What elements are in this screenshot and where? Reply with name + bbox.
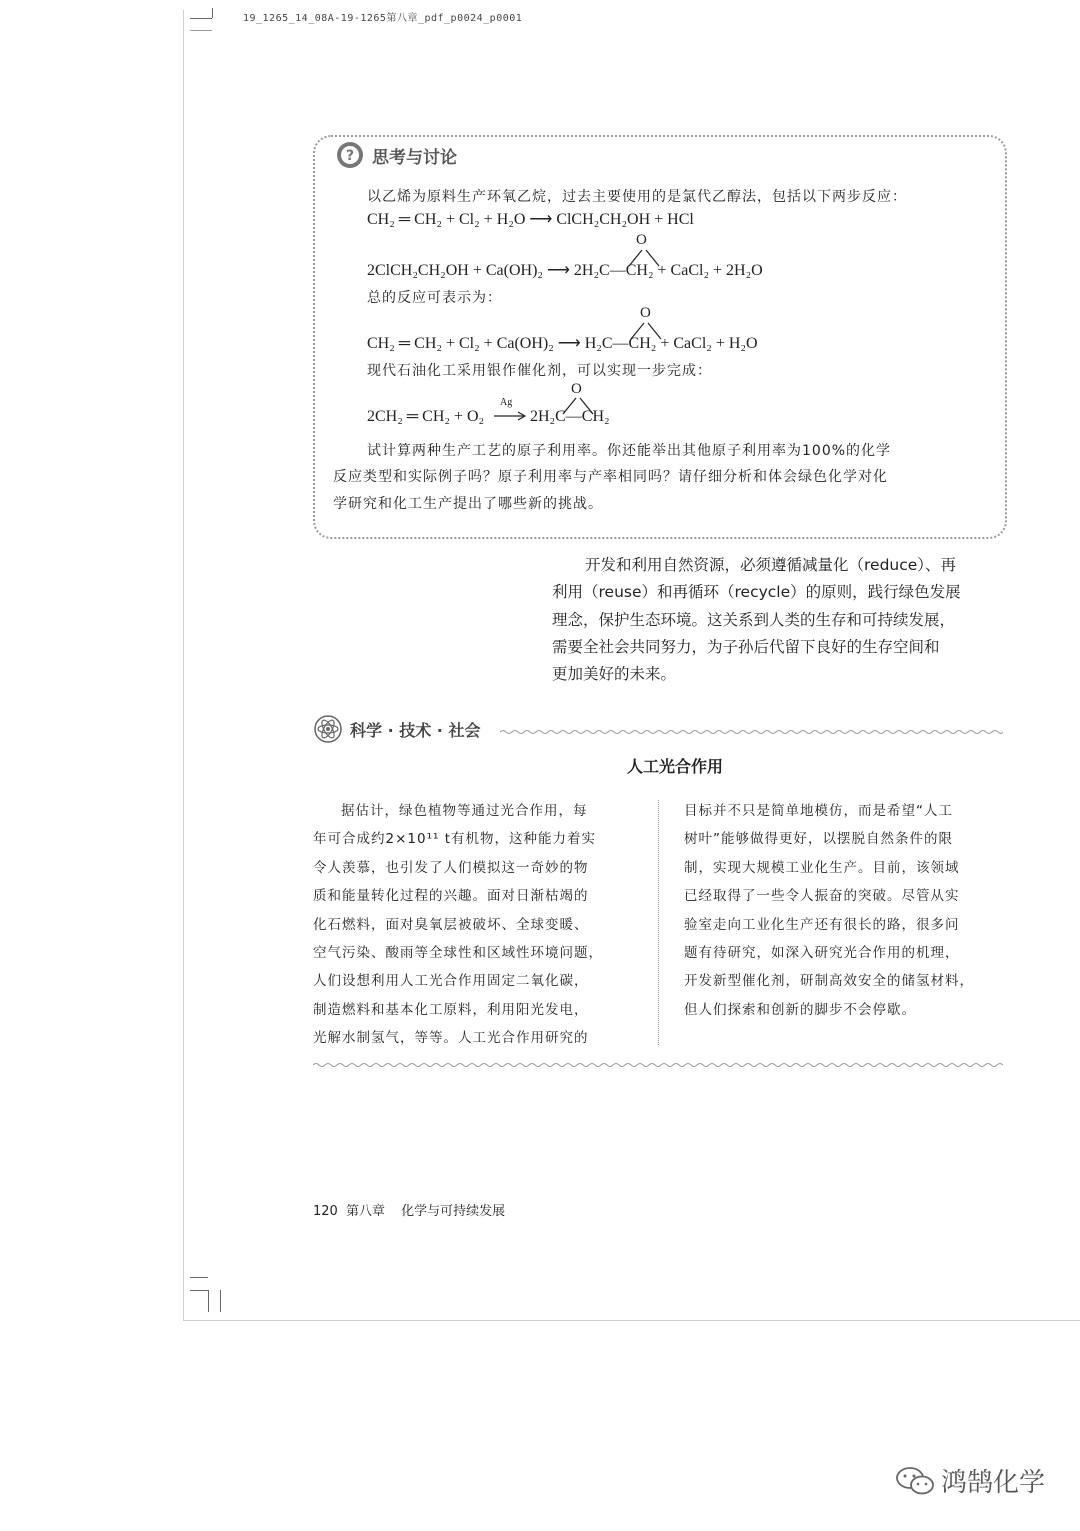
article-right-column (684, 797, 974, 1024)
crop-mark (212, 8, 213, 18)
left-col-line: 化石燃料，面对臭氧层被破坏、全球变暖、 (313, 916, 589, 933)
watermark-text: 鸿鹄化学 (941, 1468, 1046, 1498)
left-col-line: 光解水制氢气，等等。人工光合作用研究的 (313, 1030, 589, 1047)
paragraph-line-4: 需要全社会共同努力，为子孙后代留下良好的生存空间和 (552, 638, 940, 656)
equation-1: CH₂ ═ CH₂ + Cl₂ + H₂O ⟶ ClCH₂CH₂OH + HCl (367, 211, 694, 228)
left-col-line: 年可合成约2×10¹¹ t有机物，这种能力着实 (313, 831, 596, 848)
think-discuss-title: 思考与讨论 (372, 147, 457, 168)
think-intro: 以乙烯为原料生产环氧乙烷，过去主要使用的是氯代乙醇法，包括以下两步反应： (367, 189, 907, 205)
left-col-line: 质和能量转化过程的兴趣。面对日渐枯竭的 (313, 888, 589, 905)
right-col-line: 题有待研究，如深入研究光合作用的机理， (684, 945, 960, 962)
right-col-line: 验室走向工业化生产还有很长的路，很多问 (684, 916, 960, 933)
equation-3: CH₂ ═ CH₂ + Cl₂ + Ca(OH)₂ ⟶ H₂C—CH₂ + CaCl₂ + H₂O (367, 335, 758, 352)
article-left-column (313, 797, 603, 1053)
equation-4-reactants: 2CH₂ ═ CH₂ + O₂ (367, 408, 485, 425)
total-reaction-label: 总的反应可表示为： (367, 290, 502, 306)
wavy-divider-top (500, 729, 1003, 735)
question-line-1: 试计算两种生产工艺的原子利用率。你还能举出其他原子利用率为100%的化学 (367, 443, 892, 459)
reaction-arrow (494, 410, 528, 422)
left-col-line: 人们设想利用人工光合作用固定二氧化碳， (313, 973, 589, 990)
crop-mark (220, 1290, 221, 1312)
chapter-label: 第八章 (345, 1204, 385, 1219)
paragraph-line-2: 利用（reuse）和再循环（recycle）的原则，践行绿色发展 (552, 583, 961, 601)
modern-process-text: 现代石油化工采用银作催化剂，可以实现一步完成： (367, 363, 712, 379)
page-number: 120 (313, 1204, 338, 1219)
epoxide-o-label: O (636, 232, 647, 248)
paragraph-line-1: 开发和利用自然资源，必须遵循减量化（reduce）、再 (585, 556, 957, 574)
atom-icon (314, 715, 342, 743)
column-divider (658, 800, 659, 1045)
page-edge-line (183, 10, 184, 1320)
page-bottom-line (183, 1320, 1080, 1321)
question-line-2: 反应类型和实际例子吗？原子利用率与产率相同吗？请仔细分析和体会绿色化学对化 (333, 469, 888, 485)
science-section-heading (314, 715, 480, 743)
watermark (895, 1462, 1045, 1499)
equation-2: 2ClCH₂CH₂OH + Ca(OH)₂ ⟶ 2H₂C—CH₂ + CaCl₂ + 2H₂O (367, 262, 763, 279)
crop-mark (190, 30, 212, 31)
question-line-3: 学研究和化工生产提出了哪些新的挑战。 (333, 496, 603, 512)
epoxide-o-label: O (571, 381, 582, 397)
right-col-line: 但人们探索和创新的脚步不会停歇。 (684, 1001, 916, 1018)
wavy-divider-bottom (313, 1062, 1003, 1068)
chapter-title: 化学与可持续发展 (401, 1204, 506, 1219)
right-col-line: 制，实现大规模工业化生产。目前，该领域 (684, 859, 960, 876)
equation-4-products: 2H₂C—CH₂ (530, 408, 610, 425)
right-col-line: 树叶”能够做得更好，以摆脱自然条件的限 (684, 831, 953, 848)
right-col-line: 已经取得了一些令人振奋的突破。尽管从实 (684, 888, 960, 905)
crop-mark (190, 1290, 208, 1291)
article-title: 人工光合作用 (626, 757, 723, 776)
catalyst-label: Ag (500, 397, 513, 408)
question-icon (336, 141, 364, 169)
page-footer (313, 1200, 505, 1219)
paragraph-line-5: 更加美好的未来。 (552, 665, 677, 683)
left-col-line: 令人羡慕，也引发了人们模拟这一奇妙的物 (313, 859, 589, 876)
left-col-line: 制造燃料和基本化工原料，利用阳光发电， (313, 1001, 589, 1018)
epoxide-o-label: O (640, 305, 651, 321)
paragraph-line-3: 理念，保护生态环境。这关系到人类的生存和可持续发展， (552, 611, 956, 629)
think-discuss-heading (336, 141, 457, 169)
crop-mark (208, 1290, 209, 1312)
crop-mark (190, 1277, 208, 1278)
right-col-line: 开发新型催化剂，研制高效安全的储氢材料， (684, 973, 974, 990)
file-label: 19_1265_14_08A-19-1265第八章_pdf_p0024_p0001 (243, 13, 523, 24)
left-col-line: 据估计，绿色植物等通过光合作用，每 (341, 803, 588, 819)
right-col-line: 目标并不只是简单地模仿，而是希望“人工 (684, 803, 953, 819)
science-section-title: 科学 · 技术 · 社会 (350, 720, 481, 740)
svg-text:?: ? (345, 148, 355, 164)
left-col-line: 空气污染、酸雨等全球性和区域性环境问题， (313, 945, 603, 962)
crop-mark (190, 18, 212, 19)
wechat-icon (895, 1465, 935, 1497)
